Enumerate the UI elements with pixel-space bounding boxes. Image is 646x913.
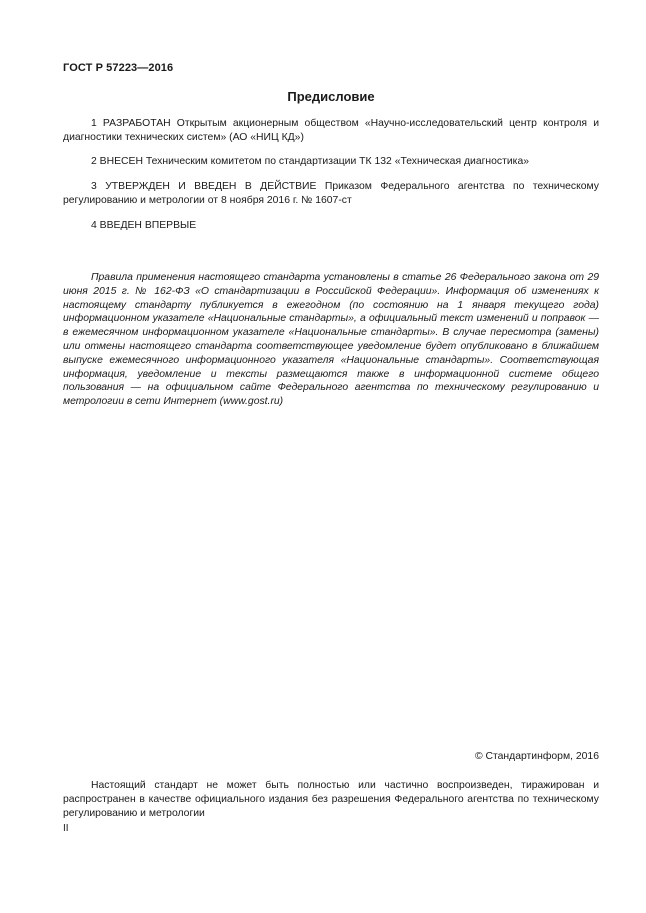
application-rules-notice: Правила применения настоящего стандарта установлены в статье 26 Федерального закона от 29 июня 2015 г. № 162-ФЗ «О стандартизации в Российской Федерации». Информация об изменениях к настоящему стандарту публикуется в ежегодном (по состоянию на 1 января текущего года) информационном указателе «Национальные стандарты», а официальный текст изменений и поправок — в ежемесячном информационном указателе «Национальные стандарты». В случае пересмотра (замены) или отмены настоящего стандарта соответствующее уведомление будет опубликовано в ближайшем выпуске ежемесячного информационного указателя «Национальные стандарты». Соответствующая информация, уведомление и тексты размещаются также в информационной системе общего пользования — на официальном сайте Федерального агентства по техническому регулированию и метрологии в сети Интернет (www.gost.ru) [63,272,599,408]
preface-item-approved: 3 УТВЕРЖДЕН И ВВЕДЕН В ДЕЙСТВИЕ Приказом Федерального агентства по техническому регулированию и метрологии от 8 ноября 2016 г. № 1607-ст [63,181,599,206]
standard-code: ГОСТ Р 57223—2016 [63,62,174,74]
page-title: Предисловие [287,89,375,104]
preface-item-first-edition: 4 ВВЕДЕН ВПЕРВЫЕ [91,220,197,231]
preface-item-developer: 1 РАЗРАБОТАН Открытым акционерным обществом «Научно-исследовательский центр контроля и диагностики технических систем» (АО «НИЦ КД») [63,118,599,143]
reproduction-notice: Настоящий стандарт не может быть полностью или частично воспроизведен, тиражирован и распространен в качестве официального издания без разрешения Федерального агентства по техническому регулированию и метрологии [63,780,599,819]
page-number: II [63,823,69,834]
preface-item-introduced: 2 ВНЕСЕН Техническим комитетом по стандартизации ТК 132 «Техническая диагностика» [91,156,530,167]
copyright: © Стандартинформ, 2016 [474,751,599,762]
